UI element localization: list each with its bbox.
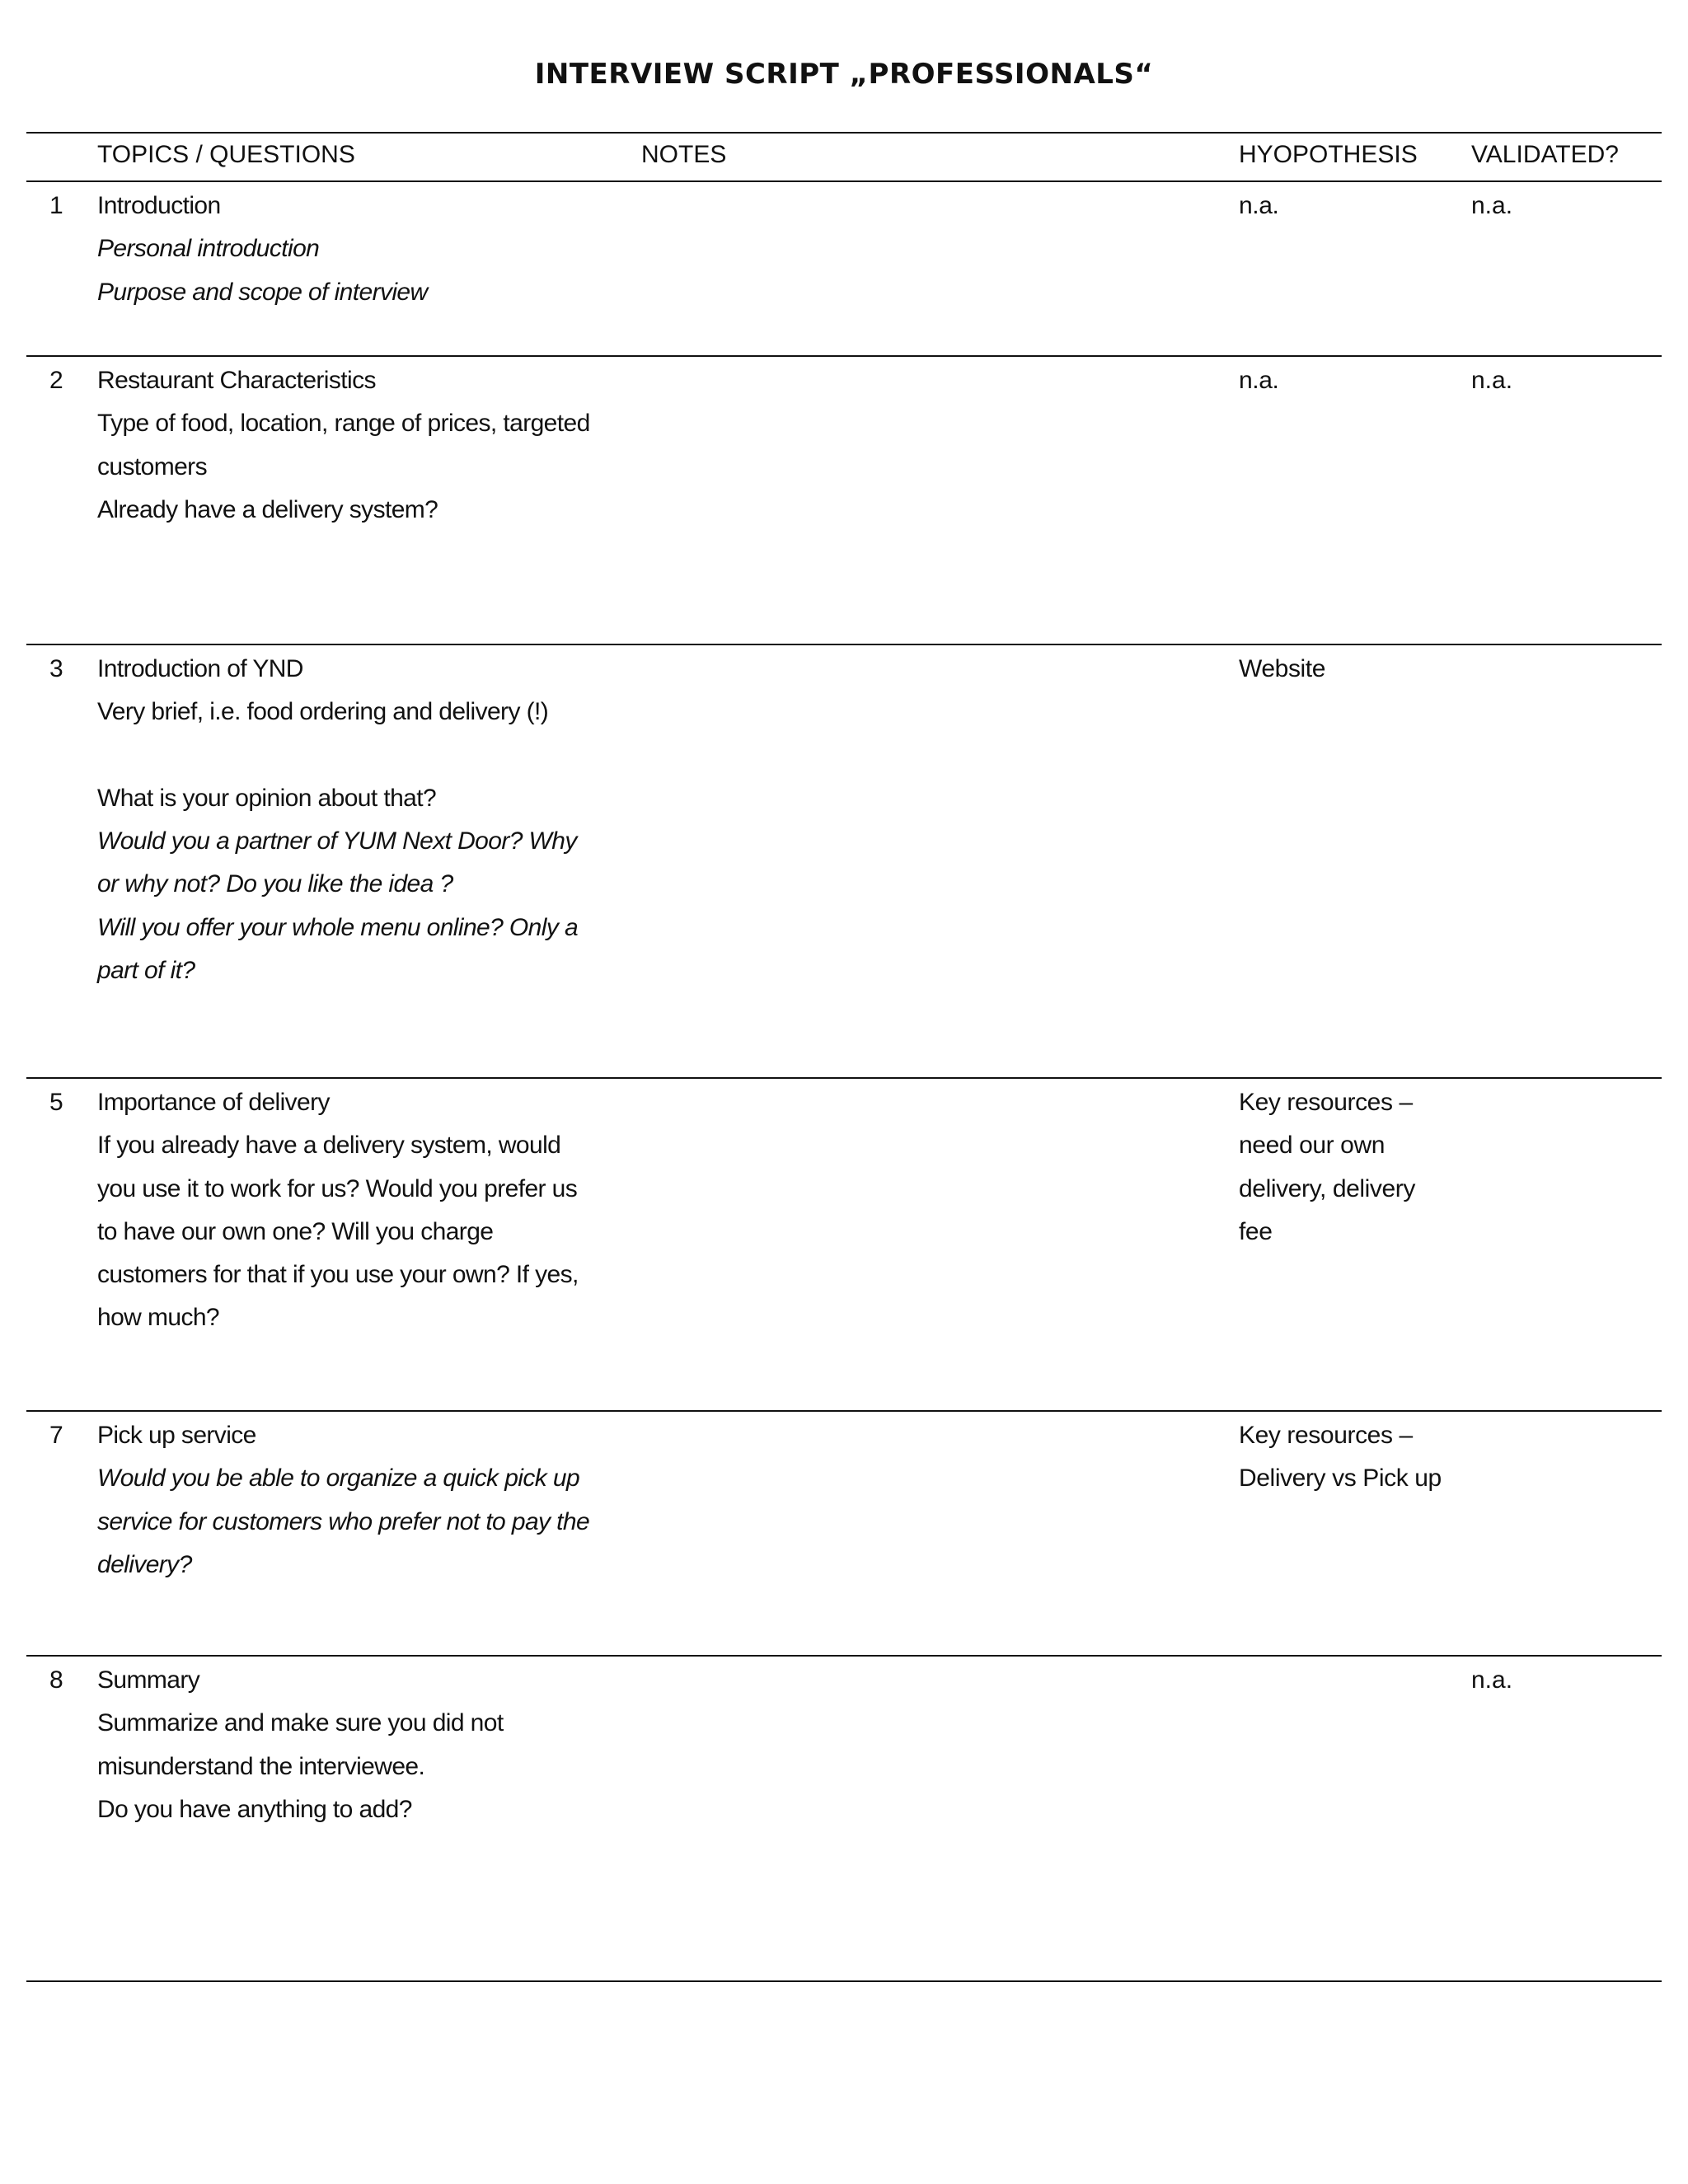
topic-cell bbox=[97, 359, 641, 532]
topic-line: how much? bbox=[97, 1304, 220, 1332]
topic-heading: Importance of delivery bbox=[97, 1089, 330, 1116]
row-number: 1 bbox=[49, 192, 63, 219]
validated-cell: n.a. bbox=[1471, 1666, 1513, 1694]
topic-line: Purpose and scope of interview bbox=[97, 278, 428, 306]
topic-line bbox=[97, 734, 641, 777]
row-number: 7 bbox=[49, 1422, 63, 1449]
row-divider bbox=[26, 1655, 1662, 1657]
column-header-hypothesis: HYOPOTHESIS bbox=[1239, 141, 1418, 168]
topic-line: part of it? bbox=[97, 957, 195, 985]
topic-cell bbox=[97, 1081, 641, 1340]
hypothesis-line: delivery, delivery bbox=[1239, 1174, 1415, 1202]
header-top-rule bbox=[26, 132, 1662, 134]
hypothesis-cell bbox=[1239, 648, 1453, 691]
header-bottom-rule bbox=[26, 180, 1662, 182]
row-divider bbox=[26, 1980, 1662, 1982]
topic-line: delivery? bbox=[97, 1550, 192, 1578]
row-divider bbox=[26, 1077, 1662, 1079]
topic-heading: Introduction bbox=[97, 192, 221, 219]
hypothesis-line: Key resources – bbox=[1239, 1089, 1413, 1116]
hypothesis-line: fee bbox=[1239, 1217, 1273, 1245]
topic-line: customers bbox=[97, 452, 207, 480]
topic-heading: Introduction of YND bbox=[97, 655, 303, 682]
row-divider bbox=[26, 644, 1662, 645]
column-header-topics: TOPICS / QUESTIONS bbox=[97, 141, 355, 168]
topic-line: customers for that if you use your own? If yes, bbox=[97, 1261, 579, 1289]
topic-cell bbox=[97, 185, 641, 314]
hypothesis-line: need our own bbox=[1239, 1132, 1386, 1160]
hypothesis-cell bbox=[1239, 359, 1453, 402]
row-divider bbox=[26, 355, 1662, 357]
topic-line: or why not? Do you like the idea ? bbox=[97, 870, 453, 898]
topic-line: Would you be able to organize a quick pick up bbox=[97, 1465, 580, 1493]
validated-cell: n.a. bbox=[1471, 192, 1513, 219]
topic-line: Do you have anything to add? bbox=[97, 1795, 412, 1823]
topic-line: to have our own one? Will you charge bbox=[97, 1217, 494, 1245]
topic-line: you use it to work for us? Would you prefer us bbox=[97, 1174, 578, 1202]
topic-line: Would you a partner of YUM Next Door? Why bbox=[97, 827, 577, 855]
hypothesis-line: Key resources – bbox=[1239, 1422, 1413, 1449]
column-header-notes: NOTES bbox=[641, 141, 727, 168]
topic-cell bbox=[97, 1414, 641, 1586]
hypothesis-line: n.a. bbox=[1239, 192, 1279, 219]
topic-line: What is your opinion about that? bbox=[97, 784, 437, 812]
topic-line: Will you offer your whole menu online? Only a bbox=[97, 913, 579, 941]
validated-cell: n.a. bbox=[1471, 367, 1513, 394]
hypothesis-cell bbox=[1239, 185, 1453, 227]
row-number: 8 bbox=[49, 1666, 63, 1694]
hypothesis-cell bbox=[1239, 1081, 1453, 1254]
topic-line: Type of food, location, range of prices, targeted bbox=[97, 410, 590, 438]
topic-line: misunderstand the interviewee. bbox=[97, 1752, 425, 1780]
topic-line: Already have a delivery system? bbox=[97, 495, 438, 523]
page-title: INTERVIEW SCRIPT „PROFESSIONALS“ bbox=[534, 58, 1154, 91]
topic-heading: Pick up service bbox=[97, 1422, 256, 1449]
topic-line: Very brief, i.e. food ordering and delivery (!) bbox=[97, 698, 549, 726]
hypothesis-cell bbox=[1239, 1414, 1453, 1501]
topic-heading: Restaurant Characteristics bbox=[97, 367, 376, 394]
column-header-validated: VALIDATED? bbox=[1471, 141, 1619, 168]
topic-line: service for customers who prefer not to pay the bbox=[97, 1507, 590, 1535]
topic-cell bbox=[97, 1659, 641, 1831]
hypothesis-line: Delivery vs Pick up bbox=[1239, 1465, 1442, 1493]
topic-cell bbox=[97, 648, 641, 992]
topic-heading: Summary bbox=[97, 1666, 200, 1694]
topic-line: Summarize and make sure you did not bbox=[97, 1709, 504, 1737]
topic-line: Personal introduction bbox=[97, 235, 320, 263]
hypothesis-line: n.a. bbox=[1239, 367, 1279, 394]
hypothesis-line: Website bbox=[1239, 655, 1326, 682]
topic-line: If you already have a delivery system, would bbox=[97, 1132, 561, 1160]
row-number: 3 bbox=[49, 655, 63, 682]
row-number: 2 bbox=[49, 367, 63, 394]
row-number: 5 bbox=[49, 1089, 63, 1116]
row-divider bbox=[26, 1410, 1662, 1412]
